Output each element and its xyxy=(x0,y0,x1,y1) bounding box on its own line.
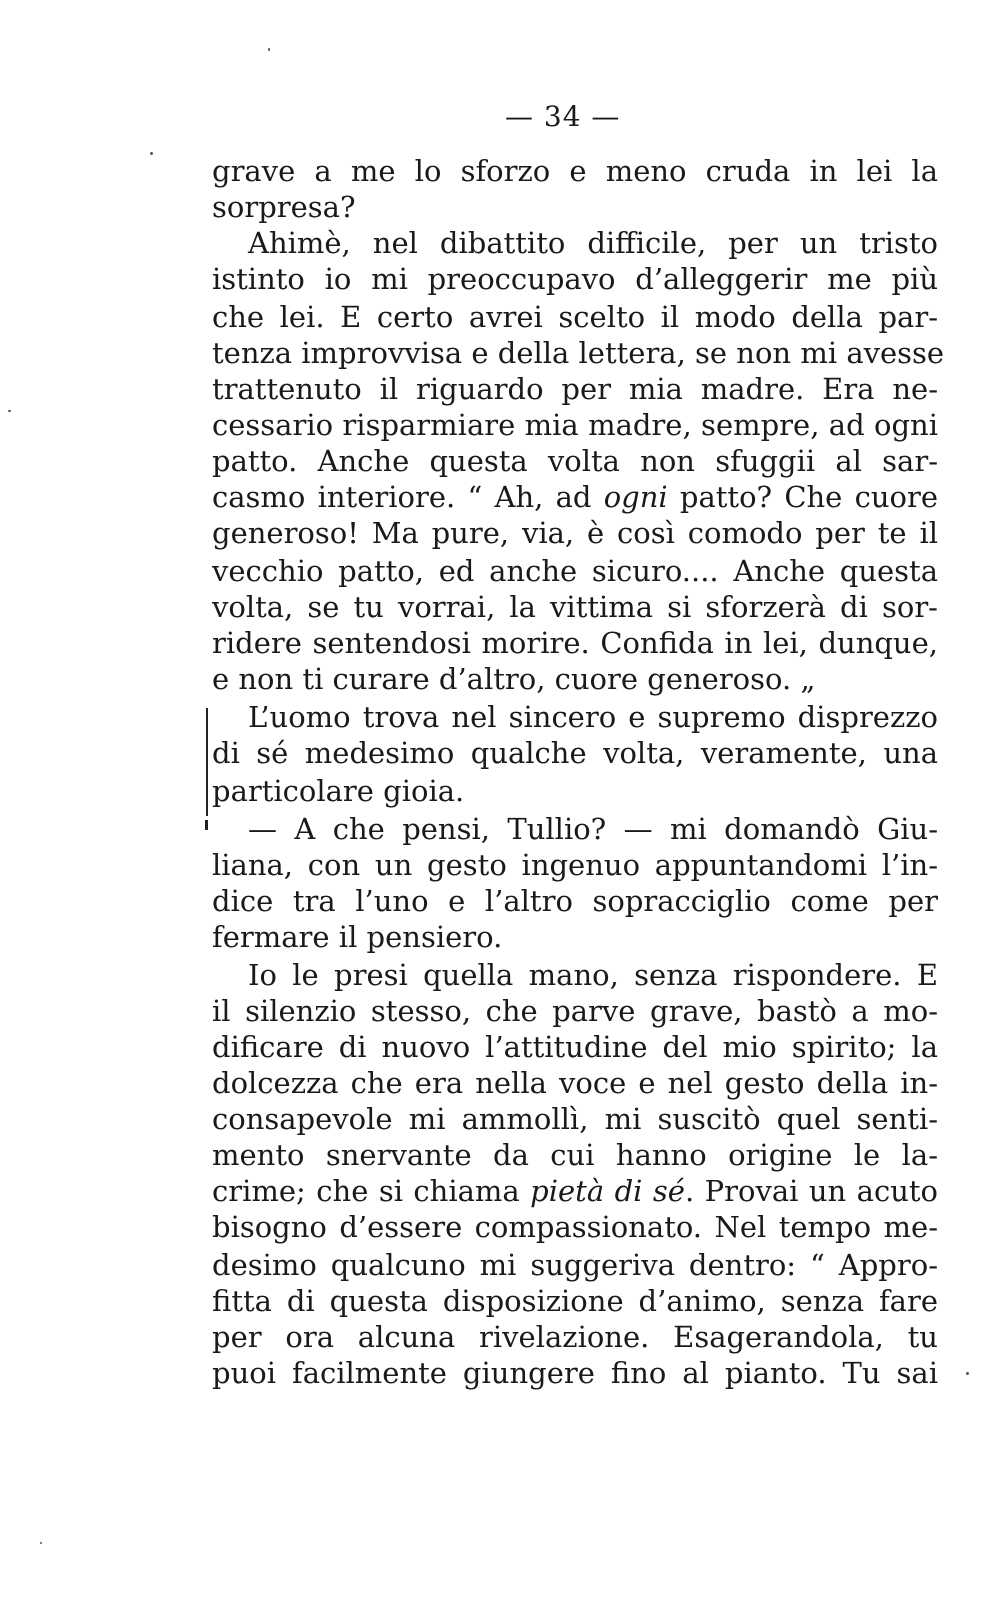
margin-bar xyxy=(206,708,208,816)
text-line: che lei. E certo avrei scelto il modo della par- xyxy=(212,300,938,334)
text-line: Io le presi quella mano, senza rispondere. E xyxy=(248,958,938,992)
text-line: trattenuto il riguardo per mia madre. Era ne- xyxy=(212,372,938,406)
text-line: L’uomo trova nel sincero e supremo disprezzo xyxy=(248,700,938,734)
italic-word: ogni xyxy=(603,480,668,514)
margin-tick xyxy=(205,820,208,830)
text-line: grave a me lo sforzo e meno cruda in lei la xyxy=(212,154,938,188)
text-line: cessario risparmiare mia madre, sempre, ad ogni xyxy=(212,408,938,442)
text-line: desimo qualcuno mi suggeriva dentro: “ Appro- xyxy=(212,1248,938,1282)
text-line: vecchio patto, ed anche sicuro.... Anche questa xyxy=(212,554,938,588)
text-line: crime; che si chiama pietà di sé. Provai un acuto xyxy=(212,1174,938,1208)
text-line: particolare gioia. xyxy=(212,774,465,808)
text-line: per ora alcuna rivelazione. Esagerandola, tu xyxy=(212,1320,938,1354)
text-line: sorpresa? xyxy=(212,190,356,224)
scan-speck xyxy=(150,152,153,155)
scan-speck xyxy=(8,410,11,412)
text-line: ridere sentendosi morire. Confida in lei, dunque, xyxy=(212,626,938,660)
italic-phrase: pietà di sé xyxy=(530,1174,685,1208)
text-line: volta, se tu vorrai, la vittima si sforzerà di sor- xyxy=(212,590,938,624)
page-number: — 34 — xyxy=(505,100,621,133)
text-line: istinto io mi preoccupavo d’alleggerir me più xyxy=(212,262,938,296)
text-line: mento snervante da cui hanno origine le la- xyxy=(212,1138,938,1172)
text-line: consapevole mi ammollì, mi suscitò quel senti- xyxy=(212,1102,938,1136)
text-line: — A che pensi, Tullio? — mi domandò Giu- xyxy=(248,812,938,846)
text-line: e non ti curare d’altro, cuore generoso. „ xyxy=(212,662,816,696)
text-line: tenza improvvisa e della lettera, se non mi avesse xyxy=(212,336,945,370)
text-line: dice tra l’uno e l’altro sopracciglio come per xyxy=(212,884,938,918)
text-line: casmo interiore. “ Ah, ad ogni patto? Che cuore xyxy=(212,480,938,514)
text-line: fitta di questa disposizione d’animo, senza fare xyxy=(212,1284,938,1318)
text-line: Ahimè, nel dibattito difficile, per un tristo xyxy=(248,226,938,260)
text-line: di sé medesimo qualche volta, veramente, una xyxy=(212,736,938,770)
scan-speck xyxy=(40,1542,42,1544)
scan-speck xyxy=(966,1372,969,1375)
text-line: liana, con un gesto ingenuo appuntandomi l’in- xyxy=(212,848,938,882)
text-line: generoso! Ma pure, via, è così comodo per te il xyxy=(212,516,938,550)
text-line: fermare il pensiero. xyxy=(212,920,503,954)
text-line: il silenzio stesso, che parve grave, bastò a mo- xyxy=(212,994,938,1028)
text-line: patto. Anche questa volta non sfuggii al sar- xyxy=(212,444,938,478)
text-line: puoi facilmente giungere fino al pianto. Tu sai xyxy=(212,1356,938,1390)
text-line: dificare di nuovo l’attitudine del mio spirito; la xyxy=(212,1030,938,1064)
scan-speck xyxy=(268,48,270,51)
text-line: bisogno d’essere compassionato. Nel tempo me- xyxy=(212,1210,938,1244)
text-line: dolcezza che era nella voce e nel gesto della in- xyxy=(212,1066,938,1100)
